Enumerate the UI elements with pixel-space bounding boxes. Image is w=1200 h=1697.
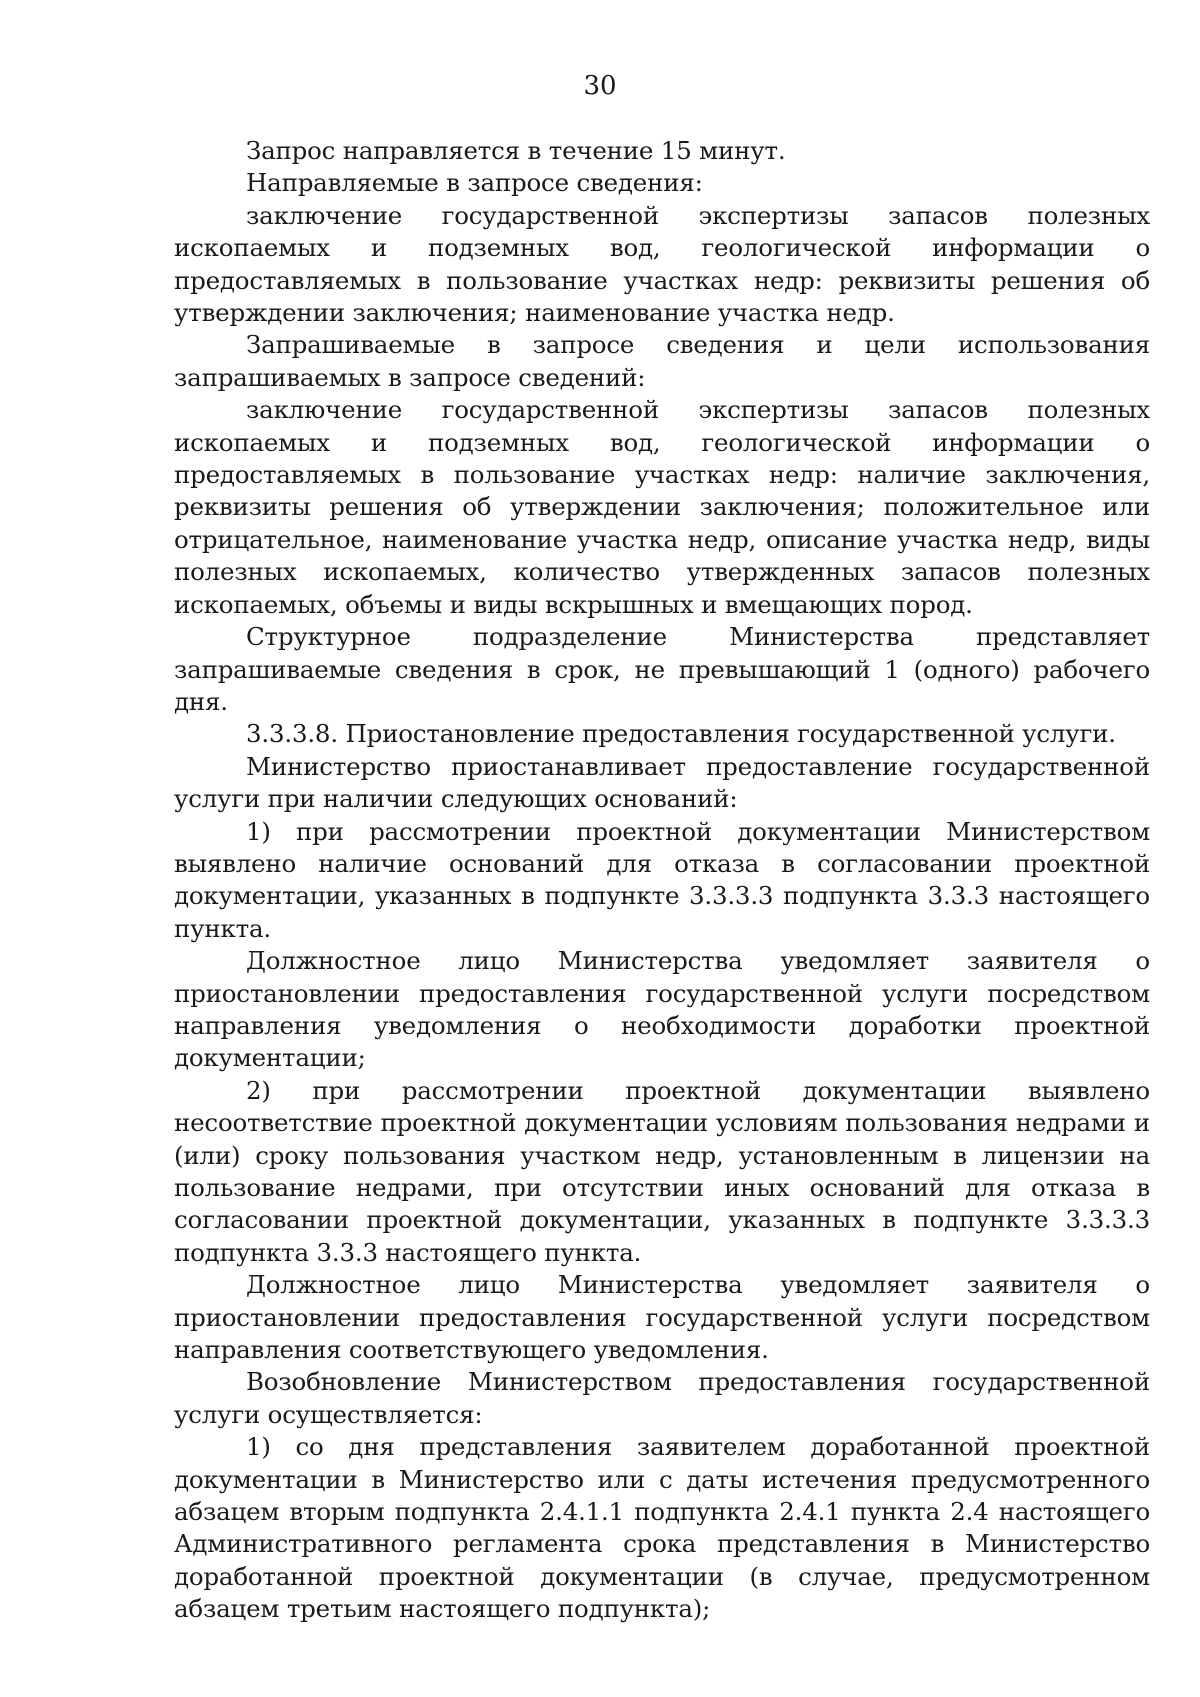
paragraph: 1) со дня представления заявителем доработанной проектной документации в Министерство или с даты истечения предусмотренного абзацем вторым подпункта 2.4.1.1 подпункта 2.4.1 пункта 2.4 настоящего Административного регламента срока представления в Министерство доработанной проектной документации (в случае, предусмотренном абзацем третьим настоящего подпункта);: [174, 1432, 1150, 1624]
paragraph: Структурное подразделение Министерства представляет запрашиваемые сведения в срок, не превышающий 1 (одного) рабочего дня.: [174, 622, 1150, 716]
paragraph: 2) при рассмотрении проектной документации выявлено несоответствие проектной документации условиям пользования недрами и (или) сроку пользования участком недр, установленным в лицензии на пользование недрами, при отсутствии иных оснований для отказа в согласовании проектной документации, указанных в подпункте 3.3.3.3 подпункта 3.3.3 настоящего пункта.: [174, 1075, 1150, 1267]
document-body: [174, 135, 1150, 1626]
paragraph: Возобновление Министерством предоставления государственной услуги осуществляется:: [174, 1367, 1150, 1429]
page-number: 30: [583, 71, 617, 101]
paragraph: 1) при рассмотрении проектной документации Министерством выявлено наличие оснований для отказа в согласовании проектной документации, указанных в подпункте 3.3.3.3 подпункта 3.3.3 настоящего пункта.: [174, 816, 1150, 943]
paragraph: заключение государственной экспертизы запасов полезных ископаемых и подземных вод, геологической информации о предоставляемых в пользование участках недр: реквизиты решения об утверждении заключения; наименование участка недр.: [174, 200, 1150, 328]
paragraph: Должностное лицо Министерства уведомляет заявителя о приостановлении предоставления государственной услуги посредством направления соответствующего уведомления.: [174, 1270, 1150, 1365]
paragraph: Запрашиваемые в запросе сведения и цели использования запрашиваемых в запросе сведений:: [174, 330, 1150, 392]
paragraph: Запрос направляется в течение 15 минут.: [246, 136, 786, 165]
paragraph: 3.3.3.8. Приостановление предоставления государственной услуги.: [246, 719, 1116, 749]
paragraph: Направляемые в запросе сведения:: [246, 168, 703, 198]
paragraph: заключение государственной экспертизы запасов полезных ископаемых и подземных вод, геологической информации о предоставляемых в пользование участках недр: наличие заключения, реквизиты решения об утверждении заключения; положительное или отрицательное, наименование участка недр, описание участка недр, виды полезных ископаемых, количество утвержденных запасов полезных ископаемых, объемы и виды вскрышных и вмещающих пород.: [174, 395, 1150, 619]
paragraph: Должностное лицо Министерства уведомляет заявителя о приостановлении предоставления государственной услуги посредством направления уведомления о необходимости доработки проектной документации;: [174, 946, 1150, 1073]
paragraph: Министерство приостанавливает предоставление государственной услуги при наличии следующих оснований:: [174, 751, 1150, 814]
